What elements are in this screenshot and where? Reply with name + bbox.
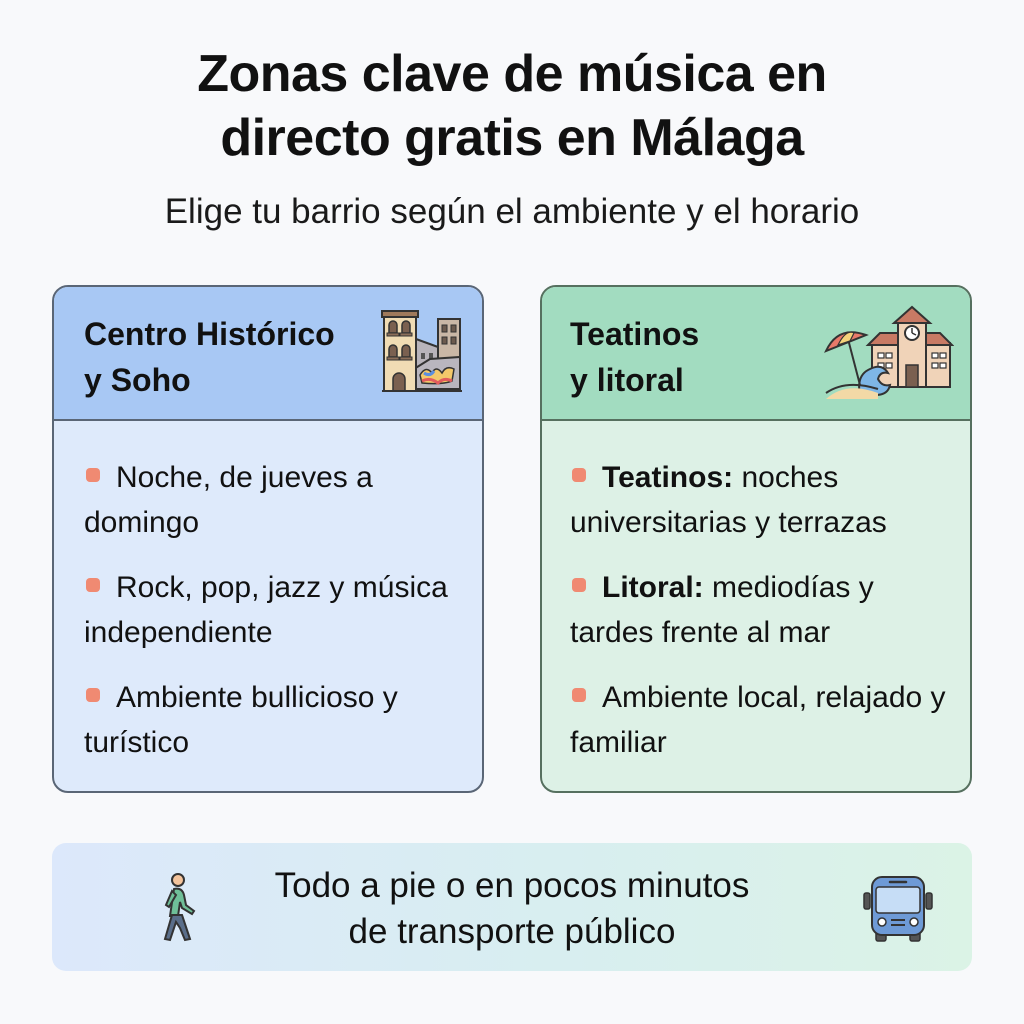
card-header bbox=[54, 287, 482, 421]
title-line-1: Zonas clave de música en bbox=[197, 45, 827, 103]
card-title bbox=[570, 311, 699, 403]
bullet-dot-icon bbox=[572, 578, 586, 592]
card-title bbox=[84, 311, 335, 403]
card-title-line-2: y litoral bbox=[570, 362, 684, 398]
list-item: Ambiente bullicioso y turístico bbox=[84, 681, 398, 759]
card-centro-historico bbox=[52, 285, 484, 793]
title-line-2: directo gratis en Málaga bbox=[220, 109, 804, 167]
card-header bbox=[542, 287, 970, 421]
bullet-dot-icon bbox=[572, 688, 586, 702]
card-teatinos-litoral bbox=[540, 285, 972, 793]
list-item: Rock, pop, jazz y música independiente bbox=[84, 571, 448, 649]
card-title-line-1: Teatinos bbox=[570, 316, 700, 352]
bullet-dot-icon bbox=[86, 578, 100, 592]
bullet-dot-icon bbox=[86, 688, 100, 702]
old-town-buildings-icon bbox=[380, 309, 464, 395]
list-item: Ambiente local, relajado y familiar bbox=[570, 681, 946, 759]
bullet-list bbox=[84, 455, 462, 785]
banner-text-line-1: Todo a pie o en pocos minutos bbox=[274, 866, 750, 905]
beach-university-icon bbox=[824, 303, 954, 403]
bullet-dot-icon bbox=[86, 468, 100, 482]
bullet-dot-icon bbox=[572, 468, 586, 482]
list-item: Litoral: mediodías y tardes frente al mar bbox=[570, 571, 874, 649]
bus-icon bbox=[860, 873, 936, 943]
list-item: Teatinos: noches universitarias y terrazas bbox=[570, 461, 887, 539]
page-subtitle: Elige tu barrio según el ambiente y el horario bbox=[164, 192, 860, 231]
bullet-list bbox=[570, 455, 950, 785]
card-title-line-1: Centro Histórico bbox=[84, 316, 335, 352]
banner-text bbox=[52, 863, 972, 955]
transport-banner bbox=[52, 843, 972, 971]
banner-text-line-2: de transporte público bbox=[348, 912, 676, 951]
card-title-line-2: y Soho bbox=[84, 362, 191, 398]
list-item: Noche, de jueves a domingo bbox=[84, 461, 373, 539]
page-title bbox=[0, 42, 1024, 170]
